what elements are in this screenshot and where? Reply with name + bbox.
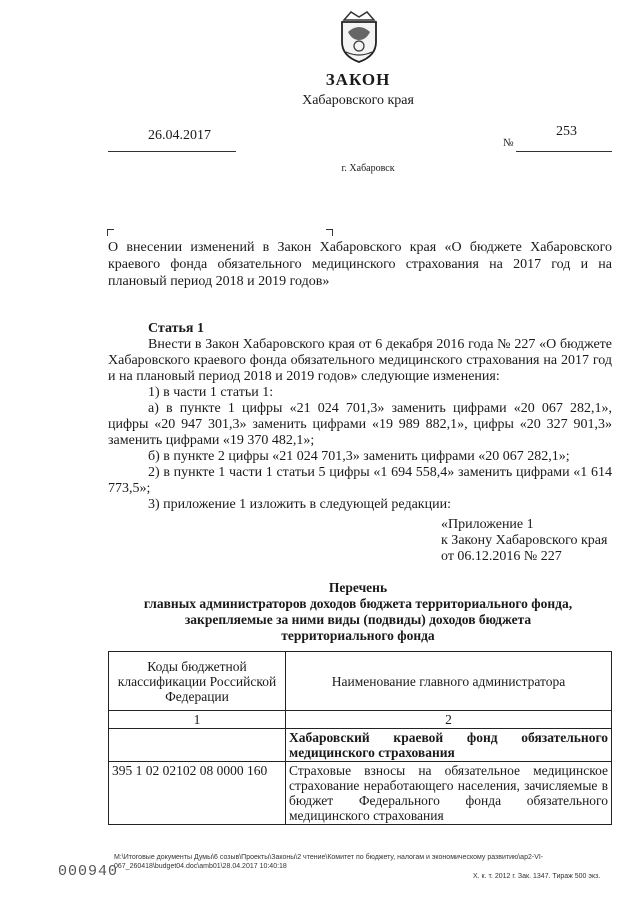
article-body [108, 337, 612, 513]
administrators-table [108, 651, 612, 825]
article-paragraph: 1) в части 1 статьи 1: [148, 385, 274, 400]
article-paragraph: б) в пункте 2 цифры «21 024 701,3» заменить цифрами «20 067 282,1»; [148, 449, 570, 464]
article-paragraph: 3) приложение 1 изложить в следующей редакции: [148, 497, 451, 512]
heading-corner-right [326, 229, 333, 236]
article-paragraph: а) в пункте 1 цифры «21 024 701,3» заменить цифрами «20 067 282,1», цифры «20 947 301,3» заменить цифрами «19 989 882,1», цифры «20 327 901,3» заменить цифрами «19 370 482,1»; [108, 401, 612, 448]
table-number-row [109, 711, 612, 729]
document-title: ЗАКОН [325, 70, 391, 89]
document-date: 26.04.2017 [148, 128, 211, 143]
appendix-note [441, 517, 607, 565]
article-paragraph: 2) в пункте 1 части 1 статьи 5 цифры «1 694 558,4» заменить цифрами «1 614 773,5»; [108, 465, 612, 496]
footer-print-info: Х. к. т. 2012 г. Зак. 1347. Тираж 500 экз. [473, 873, 601, 880]
list-title-line: Перечень [328, 580, 388, 595]
appendix-line: от 06.12.2016 № 227 [441, 549, 562, 564]
serial-number: 000940 [58, 863, 119, 880]
document-number: 253 [556, 124, 577, 139]
list-title-line: территориального фонда [281, 628, 435, 643]
col-name-header: Наименование главного администратора [286, 652, 612, 711]
table-cell-code: 395 1 02 02102 08 0000 160 [109, 762, 286, 825]
number-label: № [503, 137, 514, 149]
article-title: Статья 1 [148, 321, 204, 336]
appendix-line: к Закону Хабаровского края [441, 533, 608, 548]
date-underline [108, 151, 236, 152]
document-city: г. Хабаровск [341, 163, 395, 174]
number-underline [516, 151, 612, 152]
footer-file-path: M:\Итоговые документы Думы\6 созыв\Проекты\Законы\2 чтение\Комитет по бюджету, налогам и экономическому развитию\ap2-VI-067_260418\budget04.doc\amb01\28.04.2017 10:40:18 [114, 854, 544, 870]
table-cell-name: Хабаровский краевой фонд обязательного медицинского страхования [286, 729, 612, 762]
col-number: 1 [109, 711, 286, 729]
appendix-line: «Приложение 1 [441, 517, 534, 532]
document-subtitle: Хабаровского края [302, 93, 414, 108]
table-cell-code [109, 729, 286, 762]
table-row [109, 729, 612, 762]
table-header-row [109, 652, 612, 711]
coat-of-arms-emblem [334, 8, 384, 64]
table-cell-name: Страховые взносы на обязательное медицинское страхование неработающего населения, зачисляемые в бюджет Федерального фонда обязательного медицинского страхования [286, 762, 612, 825]
col-codes-header: Коды бюджетной классификации Российской Федерации [109, 652, 286, 711]
article-paragraph: Внести в Закон Хабаровского края от 6 декабря 2016 года № 227 «О бюджете Хабаровского краевого фонда обязательного медицинского страхования на 2017 год и на плановый период 2018 и 2019 годов» следующие изменения: [108, 337, 612, 384]
col-number: 2 [286, 711, 612, 729]
heading-corner-left [107, 229, 114, 236]
list-title-line: закрепляемые за ними виды (подвиды) доходов бюджета [184, 612, 532, 627]
document-heading: О внесении изменений в Закон Хабаровского края «О бюджете Хабаровского краевого фонда обязательного медицинского страхования на 2017 год и на плановый период 2018 и 2019 годов» [108, 240, 612, 289]
table-row [109, 762, 612, 825]
list-title [0, 580, 640, 644]
list-title-line: главных администраторов доходов бюджета территориального фонда, [143, 596, 573, 611]
